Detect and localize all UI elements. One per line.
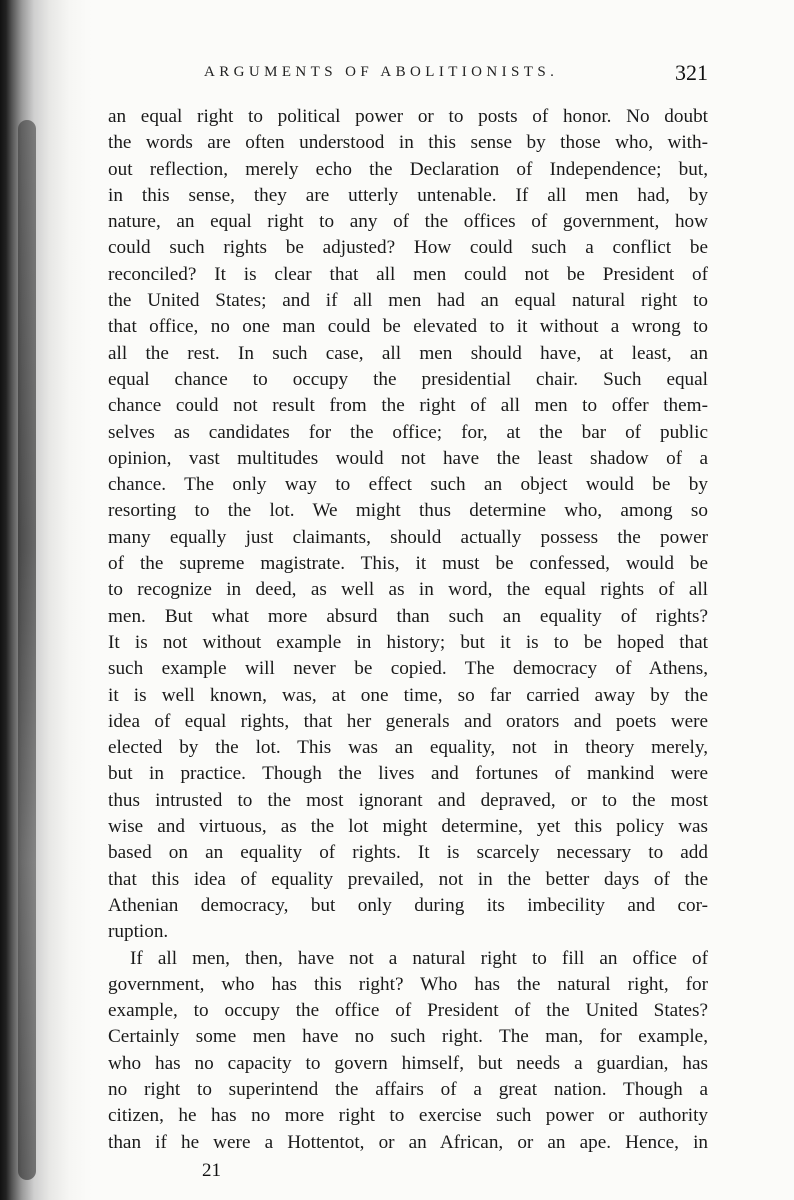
text-line: reconciled? It is clear that all men could not be President of [108, 263, 708, 285]
running-title: ARGUMENTS OF ABOLITIONISTS. [204, 64, 559, 80]
text-line: It is not without example in history; but it is to be hoped that [108, 631, 708, 653]
running-head [106, 60, 708, 90]
text-line: in this sense, they are utterly untenable. If all men had, by [108, 184, 708, 206]
page-number: 321 [675, 60, 708, 85]
signature-mark: 21 [202, 1160, 221, 1181]
text-line: thus intrusted to the most ignorant and depraved, or to the most [108, 789, 708, 811]
text-line: opinion, vast multitudes would not have the least shadow of a [108, 447, 708, 469]
text-line: it is well known, was, at one time, so far carried away by the [108, 684, 708, 706]
text-line: chance could not result from the right of all men to offer them- [108, 395, 708, 417]
text-line: elected by the lot. This was an equality, not in theory merely, [108, 737, 708, 759]
binding-shadow [18, 120, 36, 1180]
text-line: an equal right to political power or to posts of honor. No doubt [108, 106, 708, 127]
text-line: could such rights be adjusted? How could such a conflict be [108, 237, 708, 259]
text-line: Athenian democracy, but only during its imbecility and cor- [108, 894, 708, 916]
text-line: ruption. [108, 921, 169, 943]
text-line: nature, an equal right to any of the offices of government, how [108, 211, 708, 233]
paragraph [108, 946, 708, 1156]
text-line: of the supreme magistrate. This, it must be confessed, would be [108, 553, 708, 575]
text-line: government, who has this right? Who has the natural right, for [108, 973, 708, 995]
text-line: chance. The only way to effect such an object would be by [108, 474, 708, 496]
text-line: no right to superintend the affairs of a great nation. Though a [108, 1078, 708, 1100]
text-line: the words are often understood in this sense by those who, with- [108, 132, 708, 154]
paragraph [108, 104, 708, 946]
text-line: to recognize in deed, as well as in word, the equal rights of all [108, 579, 708, 601]
text-line: all the rest. In such case, all men should have, at least, an [108, 342, 708, 364]
text-line: men. But what more absurd than such an equality of rights? [108, 605, 708, 627]
text-line: If all men, then, have not a natural right to fill an office of [130, 947, 708, 969]
text-line: but in practice. Though the lives and fortunes of mankind were [108, 763, 708, 785]
text-line: resorting to the lot. We might thus determine who, among so [108, 500, 708, 522]
text-line: who has no capacity to govern himself, but needs a guardian, has [108, 1052, 708, 1074]
text-line: that office, no one man could be elevated to it without a wrong to [108, 316, 708, 338]
text-line: out reflection, merely echo the Declaration of Independence; but, [108, 158, 708, 180]
text-line: based on an equality of rights. It is scarcely necessary to add [108, 842, 708, 864]
text-line: wise and virtuous, as the lot might determine, yet this policy was [108, 816, 708, 838]
text-line: equal chance to occupy the presidential chair. Such equal [108, 368, 708, 390]
text-line: many equally just claimants, should actually possess the power [108, 526, 708, 548]
text-line: than if he were a Hottentot, or an African, or an ape. Hence, in [108, 1131, 708, 1153]
text-line: citizen, he has no more right to exercise such power or authority [108, 1105, 708, 1127]
text-line: selves as candidates for the office; for, at the bar of public [108, 421, 708, 443]
text-line: such example will never be copied. The democracy of Athens, [108, 658, 708, 680]
text-line: example, to occupy the office of President of the United States? [108, 1000, 708, 1022]
book-binding-edge [0, 0, 92, 1200]
text-line: the United States; and if all men had an equal natural right to [108, 290, 708, 312]
text-line: Certainly some men have no such right. The man, for example, [108, 1026, 708, 1048]
text-line: idea of equal rights, that her generals and orators and poets were [108, 710, 708, 732]
body-text [108, 104, 708, 1156]
text-line: that this idea of equality prevailed, not in the better days of the [108, 868, 708, 890]
